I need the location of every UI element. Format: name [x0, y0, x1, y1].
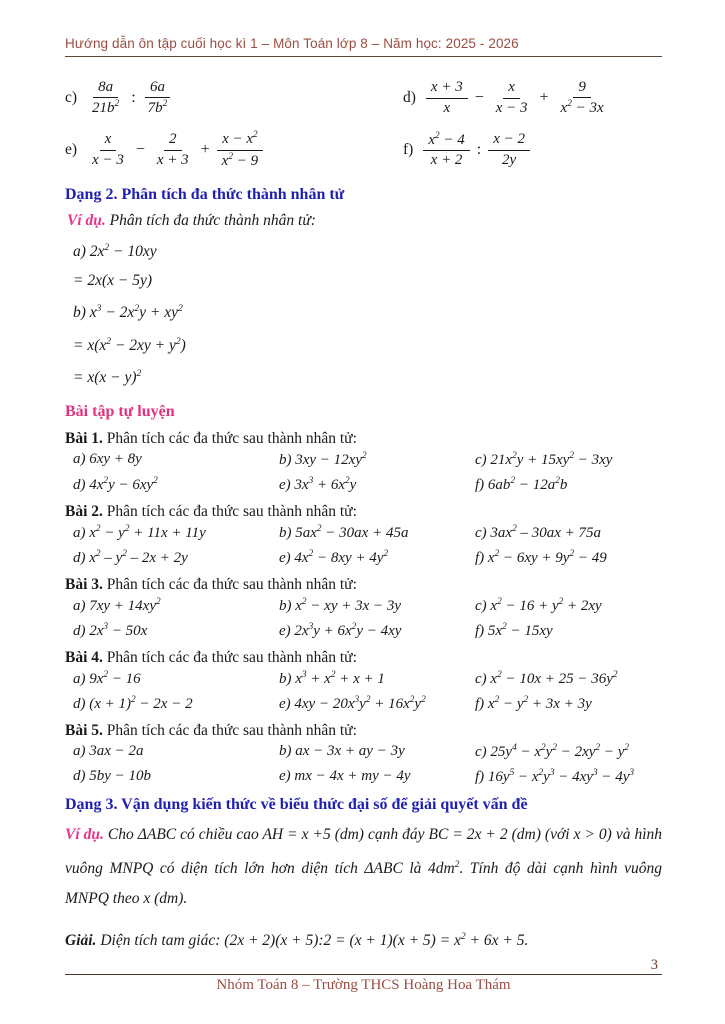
exercise-items	[73, 451, 662, 494]
exercise-item: e) $2x^3y + 6x^2y - 4xy$	[279, 622, 402, 640]
fraction-row-2	[65, 124, 662, 176]
item-label: d)	[403, 89, 416, 106]
exercise-block-2	[65, 503, 662, 567]
solution-math: (2x + 2)(x + 5):2 = $(x + 1)(x + 5) = x^2 + 6x + 5$.	[224, 931, 529, 950]
exercise-item: f) $x^2 - y^2 + 3x + 3y$	[475, 695, 592, 713]
operator: +	[539, 89, 549, 106]
exercise-item: a) 3ax − 2a	[73, 743, 144, 760]
exercise-title: Bài 3.	[65, 576, 103, 594]
exercise-item: b) $x^2$ − xy + 3x − 3y	[279, 597, 402, 615]
exercise-item: b) ax − 3x + ay − 3y	[279, 743, 405, 760]
operator: :	[131, 89, 136, 106]
solution-intro: Diện tích tam giác:	[100, 932, 221, 950]
operator: :	[476, 141, 482, 158]
exercise-item: f) $5x^2 - 15xy$	[475, 622, 553, 640]
exercise-item: c) $21x^2y + 15xy^2 - 3xy$	[475, 451, 613, 469]
exercise-items	[73, 670, 662, 713]
fraction: $\frac{8a}{21b^2}$	[92, 78, 120, 116]
section-heading-dang3: Dạng 3. Vận dụng kiến thức về biểu thức đại số để giải quyết vấn đề	[65, 796, 528, 814]
exercise-item: e) $4xy - 20x^3y^2 + 16x^2y^2$	[279, 695, 426, 713]
exercise-title: Bài 2.	[65, 503, 103, 521]
exercise-item: c) $3ax^2 - 30ax + 75a$	[475, 524, 601, 542]
footer-rule	[65, 974, 662, 975]
exercise-items	[73, 524, 662, 567]
exercise-item: c) $25y^4 - x^2y^2 - 2xy^2 - y^2$	[475, 743, 630, 761]
fraction: $\frac{x^2 - 4}{x + 2}$	[423, 131, 469, 170]
exercise-block-5	[65, 722, 662, 786]
item-label: e)	[65, 141, 78, 158]
operator: +	[200, 141, 210, 158]
page-number: 3	[650, 957, 658, 973]
practice-heading: Bài tập tự luyện	[65, 403, 175, 421]
exercise-title-row	[65, 503, 662, 521]
example-intro-text: Phân tích đa thức thành nhân tử:	[109, 212, 316, 229]
fraction: $\frac{x - x^2}{x^2 - 9}$	[217, 130, 263, 170]
exercise-title: Bài 5.	[65, 722, 103, 740]
fraction: $\frac{x}{x - 3}$	[495, 79, 528, 116]
example-step: = 2x(x − 5y)	[73, 271, 153, 289]
exercise-item: a) $9x^2 - 16$	[73, 670, 141, 688]
exercise-item: d) $(x + 1)^2 - 2x - 2$	[73, 695, 193, 713]
exercise-item: e) mx − 4x + my − 4y	[279, 768, 411, 785]
example-paragraph	[65, 820, 662, 914]
footer-text: Nhóm Toán 8 – Trường THCS Hoàng Hoa Thám	[216, 977, 511, 993]
exercise-title-row	[65, 430, 662, 448]
exercise-item: b) $5ax^2 - 30ax + 45a$	[279, 524, 409, 542]
exercise-item: d) 5by − 10b	[73, 768, 152, 785]
exercise-item: f) $16y^5 - x^2y^3 - 4xy^3 - 4y^3$	[475, 768, 635, 786]
fraction: $\frac{9}{x^2 - 3x}$	[560, 78, 604, 116]
example-intro-line	[67, 208, 662, 234]
exercise-prompt: Phân tích các đa thức sau thành nhân tử:	[106, 430, 357, 448]
exercise-prompt: Phân tích các đa thức sau thành nhân tử:	[106, 649, 357, 667]
exercise-item: d) $2x^3 - 50x$	[73, 622, 148, 640]
exercise-item: d) $x^2 - y^2 - 2x + 2y$	[73, 549, 188, 567]
header-rule	[65, 56, 662, 57]
fraction-item-e	[65, 124, 403, 176]
fraction: $\frac{x + 3}{x}$	[426, 79, 468, 117]
exercise-prompt: Phân tích các đa thức sau thành nhân tử:	[106, 503, 357, 521]
exercise-block-3	[65, 576, 662, 640]
exercise-item: a) 6xy + 8y	[73, 451, 142, 468]
exercise-title: Bài 4.	[65, 649, 103, 667]
exercise-item: a) $x^2 - y^2 + 11x + 11y$	[73, 524, 206, 542]
page-footer	[65, 958, 662, 994]
operator: −	[474, 89, 484, 106]
fraction: $\frac{x}{x - 3}$	[92, 131, 124, 168]
exercise-prompt: Phân tích các đa thức sau thành nhân tử:	[106, 722, 357, 740]
exercise-item: f) $x^2 - 6xy + 9y^2 - 49$	[475, 549, 607, 567]
example-label: Ví dụ.	[67, 212, 106, 229]
fraction-item-c	[65, 72, 403, 124]
exercise-block-1	[65, 430, 662, 494]
exercise-block-4	[65, 649, 662, 713]
example-step: = $x(x - y)^2$	[73, 368, 142, 387]
operator: −	[135, 141, 145, 158]
example-step: = $x(x^2 - 2xy + y^2)$	[73, 335, 186, 354]
exercise-item: c) $x^2 - 16 + y^2 + 2xy$	[475, 597, 602, 615]
fraction-item-d	[403, 72, 662, 124]
exercise-item: c) $x^2 - 10x + 25 - 36y^2$	[475, 670, 618, 688]
exercise-item: e) $3x^3 + 6x^2y$	[279, 476, 357, 494]
exercise-items	[73, 743, 662, 786]
solution-label: Giải.	[65, 932, 97, 950]
page-header	[65, 36, 662, 57]
exercise-item: b) $x^3 + x^2 + x + 1$	[279, 670, 385, 688]
fraction-row-1	[65, 72, 662, 124]
section-heading-dang2: Dạng 2. Phân tích đa thức thành nhân tử	[65, 186, 345, 203]
exercise-prompt: Phân tích các đa thức sau thành nhân tử:	[106, 576, 357, 594]
exercise-title-row	[65, 576, 662, 594]
header-title: Hướng dẫn ôn tập cuối học kì 1 – Môn Toán lớp 8 – Năm học: 2025 - 2026	[65, 36, 519, 51]
example-text: Cho ΔABC có chiều cao AH = x +5 (dm) cạnh đáy BC = 2x + 2 (dm) (với x > 0) và hình vuông MNPQ có diện tích lớn hơn diện tích ΔABC là $4dm^2$. Tính độ dài cạnh hình vuông MNPQ theo x (dm).	[65, 826, 663, 908]
fraction-item-f	[403, 124, 662, 176]
fraction: $\frac{6a}{7b^2}$	[143, 79, 173, 118]
item-label: f)	[403, 141, 414, 158]
exercise-item: f) $6ab^2 - 12a^2b$	[475, 476, 568, 494]
exercise-title: Bài 1.	[65, 430, 103, 448]
example-step: b) $x^3 - 2x^2y + xy^2$	[73, 303, 183, 322]
exercise-item: d) $4x^2y - 6xy^2$	[73, 476, 158, 494]
exercise-title-row	[65, 649, 662, 667]
item-label: c)	[65, 89, 78, 106]
fraction: $\frac{x - 2}{2y}$	[488, 131, 530, 169]
solution-line	[65, 924, 662, 954]
example-label: Ví dụ.	[65, 826, 104, 844]
document-body	[65, 72, 662, 954]
exercise-item: e) $4x^2 - 8xy + 4y^2$	[279, 549, 389, 567]
exercise-item: b) $3xy - 12xy^2$	[279, 451, 367, 469]
exercise-title-row	[65, 722, 662, 740]
fraction: $\frac{2}{x + 3}$	[156, 131, 189, 168]
exercise-items	[73, 597, 662, 640]
example-step: a) $2x^2 - 10xy$	[73, 242, 157, 261]
exercise-item: a) $7xy + 14xy^2$	[73, 597, 161, 615]
